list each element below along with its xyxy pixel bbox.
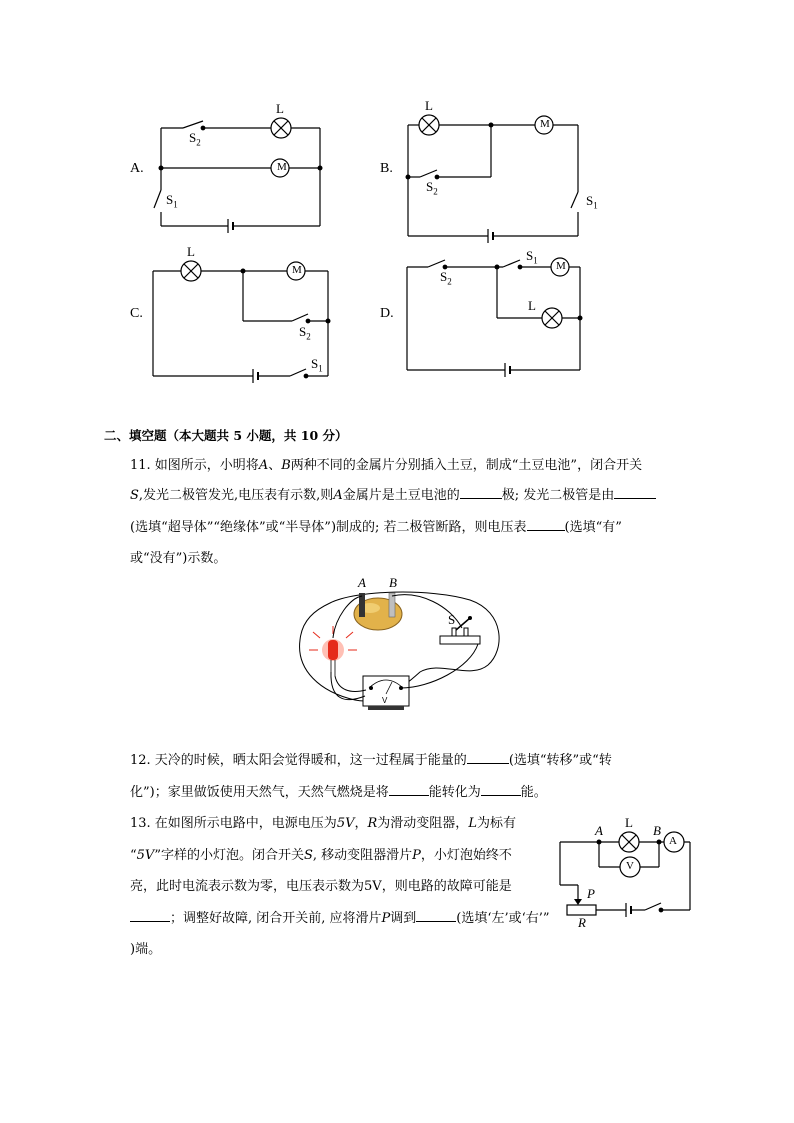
q13-line-3: 亮，此时电流表示数为零，电压表示数为5V，则电路的故障可能是 (130, 879, 512, 894)
lamp-label: L (528, 298, 536, 313)
answer-blank[interactable] (614, 484, 656, 499)
switch-s1-label: $S_1$ (311, 356, 323, 374)
lamp-label: L (276, 101, 284, 116)
lamp-label: L (625, 815, 633, 830)
terminal-a-label: A (595, 823, 603, 838)
switch-s2-label: $S_2$ (426, 179, 438, 197)
q13-line-1: 13. 在如图所示电路中，电源电压为5V，R为滑动变阻器，L为标有 (130, 816, 516, 831)
q11-line-4: 或“没有”)示数。 (130, 551, 227, 566)
switch-s2-label: $S_2$ (440, 269, 452, 287)
answer-blank[interactable] (527, 516, 565, 531)
lamp-l-icon (542, 308, 562, 328)
q11-line-1: 11. 如图所示，小明将A、B两种不同的金属片分别插入土豆，制成“土豆电池”，闭合开关 (130, 458, 643, 473)
lamp-label: L (187, 244, 195, 259)
answer-blank[interactable] (389, 781, 429, 796)
answer-blank[interactable] (467, 749, 509, 764)
lamp-l-icon (271, 118, 291, 138)
terminal-a-label: A (358, 575, 366, 590)
q13-line-4: ；调整好故障, 闭合开关前, 应将滑片P调到 (选填‘左’或‘右’” (130, 904, 550, 934)
led-icon (309, 626, 357, 676)
q13-line-2: “5V”字样的小灯泡。闭合开关S, 移动变阻器滑片P，小灯泡始终不 (130, 848, 512, 863)
answer-blank[interactable] (416, 907, 456, 922)
svg-text:V: V (382, 696, 388, 705)
answer-blank[interactable] (481, 781, 521, 796)
motor-label: M (292, 264, 302, 276)
slider-p-label: P (587, 886, 595, 901)
ammeter-label: A (669, 835, 677, 847)
rheostat-r-icon (567, 905, 596, 915)
motor-label: M (556, 260, 566, 272)
lamp-l-icon (419, 115, 439, 135)
answer-blank[interactable] (460, 484, 502, 499)
q11-line-2: S,发光二极管发光,电压表有示数,则A金属片是土豆电池的 极; 发光二极管是由 (130, 481, 656, 511)
switch-s2-label: $S_2$ (189, 130, 201, 148)
option-d-label: D. (380, 306, 394, 321)
option-a-label: A. (130, 161, 144, 176)
lamp-label: L (425, 98, 433, 113)
lamp-l-icon (181, 261, 201, 281)
slider-p-arrow-icon (574, 899, 582, 905)
voltmeter-label: V (626, 860, 634, 872)
circuit-a (154, 121, 320, 233)
lamp-l-icon (619, 832, 639, 852)
option-b-label: B. (380, 161, 393, 176)
potato-battery-figure (300, 592, 500, 710)
switch-s1-label: $S_1$ (166, 192, 178, 210)
q13-line-5: )端。 (130, 942, 162, 957)
switch-s1-label: $S_1$ (526, 248, 538, 266)
q11-line-3: (选填“超导体”“绝缘体”或“半导体”)制成的; 若二极管断路，则电压表 (选填“有” (130, 513, 622, 543)
q12-line-1: 12. 天冷的时候，晒太阳会觉得暖和，这一过程属于能量的 (选填“转移”或“转 (130, 746, 612, 776)
metal-plate-b (389, 593, 395, 617)
rheostat-r-label: R (578, 915, 586, 930)
switch-label: S (448, 612, 456, 627)
motor-label: M (277, 161, 287, 173)
switch-s2-label: $S_2$ (299, 324, 311, 342)
q12-line-2: 化”)；家里做饭使用天然气，天然气燃烧是将 能转化为 能。 (130, 778, 547, 808)
terminal-b-label: B (389, 575, 397, 590)
option-c-label: C. (130, 306, 143, 321)
answer-blank[interactable] (130, 907, 170, 922)
voltmeter-device-icon (363, 676, 409, 710)
switch-s1-label: $S_1$ (586, 193, 598, 211)
section-title: 二、填空题（本大题共 5 小题，共 10 分） (104, 428, 348, 443)
terminal-b-label: B (653, 823, 661, 838)
switch-s-icon (440, 616, 480, 644)
motor-label: M (540, 118, 550, 130)
